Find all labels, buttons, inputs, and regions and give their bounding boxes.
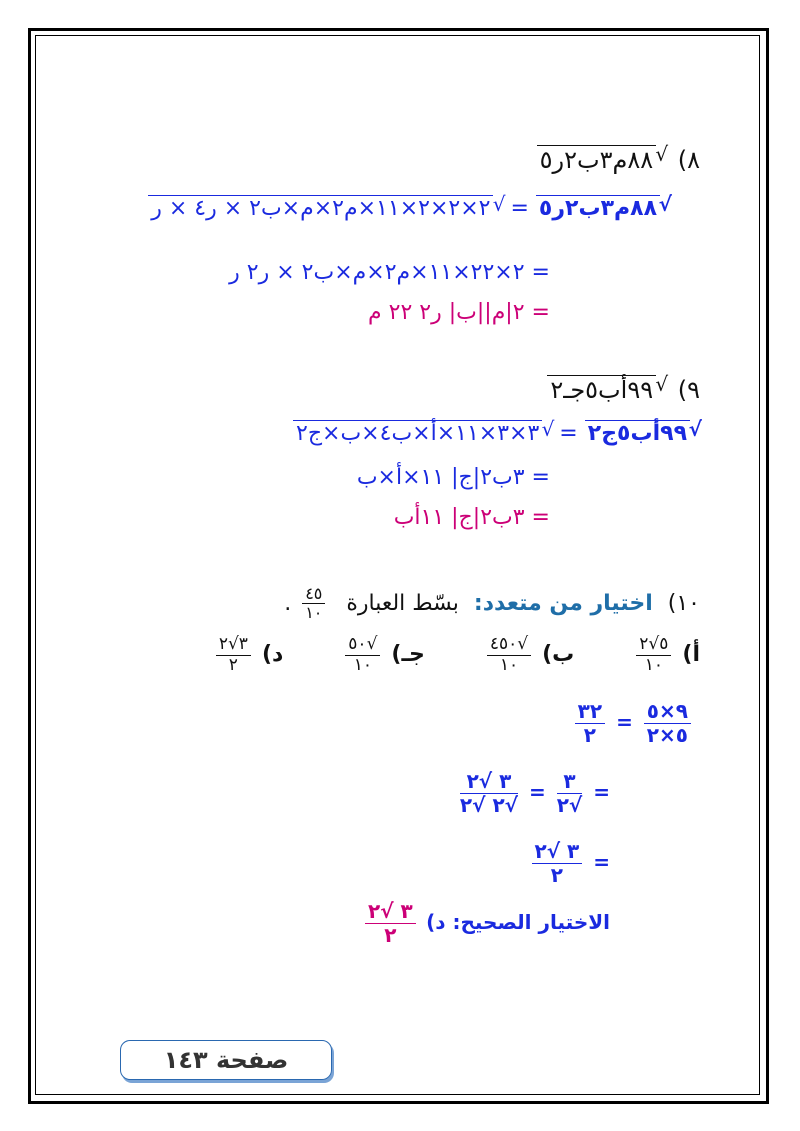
problem-10-options (212, 635, 700, 675)
option-a[interactable]: أ) $\frac{٥√٢}{١٠}$ (632, 635, 700, 675)
page-number-badge: صفحة ١٤٣ (120, 1040, 332, 1080)
problem-10-prompt-fraction: $\frac{٤٥}{١٠}$ (302, 585, 325, 623)
option-c[interactable]: جـ) $\frac{√٥٠}{١٠}$ (341, 635, 425, 675)
problem-8-expr: √ ٨٨م٣ب٢ر٥ (537, 145, 657, 174)
problem-8-line3: = ٢|م||ب| ر٢ ٢٢ م (368, 300, 550, 325)
problem-8-line1: √ ٨٨م٣ب٢ر٥ = √ ٢×٢×٢×١١×م٢×م×ب٢ × ر٤ × ر (148, 195, 660, 221)
problem-9-line1-rhs: √ ٣×٣×١١×أ×ب٤×ب×ج٢ (293, 420, 542, 446)
answer-label: الاختيار الصحيح: د) (426, 910, 610, 934)
problem-8-label: ٨) (677, 146, 700, 174)
problem-9-label: ٩) (677, 376, 700, 404)
problem-10-prompt: بسّط العبارة (346, 590, 459, 616)
problem-8-header (537, 145, 700, 174)
problem-10-answer (361, 900, 610, 947)
problem-8-line1-lhs: √ ٨٨م٣ب٢ر٥ (536, 195, 660, 221)
problem-8-line2: = ٢×٢٢×١١×م٢×م×ب٢ × ر٢ ر (229, 260, 550, 285)
problem-9-line1-lhs: √ ٩٩أب٥ج٢ (585, 420, 690, 446)
problem-9-header (547, 375, 700, 404)
problem-9-expr: √ ٩٩أب٥جـ٢ (547, 375, 656, 404)
problem-10-step2: = $\frac{٣}{√٢}$ = $\frac{٣ √٢}{√٢ √٢}$ (459, 769, 610, 817)
problem-9-line1: √ ٩٩أب٥ج٢ = √ ٣×٣×١١×أ×ب٤×ب×ج٢ (293, 420, 690, 446)
problem-10-step1: $\frac{٩\times ٥}{٥\times ٢}$ = $\frac{٣٢}{٢}$ (571, 700, 695, 747)
problem-9-line2: = ٣ب٢|ج| ١١×أ×ب (356, 465, 550, 490)
problem-9-line3: = ٣ب٢|ج| ١١أب (393, 505, 550, 530)
option-d[interactable]: د) $\frac{٣√٢}{٢}$ (212, 635, 283, 675)
answer-fraction: $\frac{٣ √٢}{٢}$ (365, 900, 416, 947)
option-b[interactable]: ب) $\frac{√٤٥٠}{١٠}$ (483, 635, 574, 675)
problem-10-step3: = $\frac{٣ √٢}{٢}$ (528, 840, 610, 887)
problem-8-line1-rhs: √ ٢×٢×٢×١١×م٢×م×ب٢ × ر٤ × ر (148, 195, 493, 221)
problem-10-header: ١٠) اختيار من متعدد: بسّط العبارة $\frac{٤٥}{١٠}$ . (284, 584, 700, 623)
problem-10-title: اختيار من متعدد: (473, 590, 653, 616)
problem-10-label: ١٠) (667, 590, 700, 616)
